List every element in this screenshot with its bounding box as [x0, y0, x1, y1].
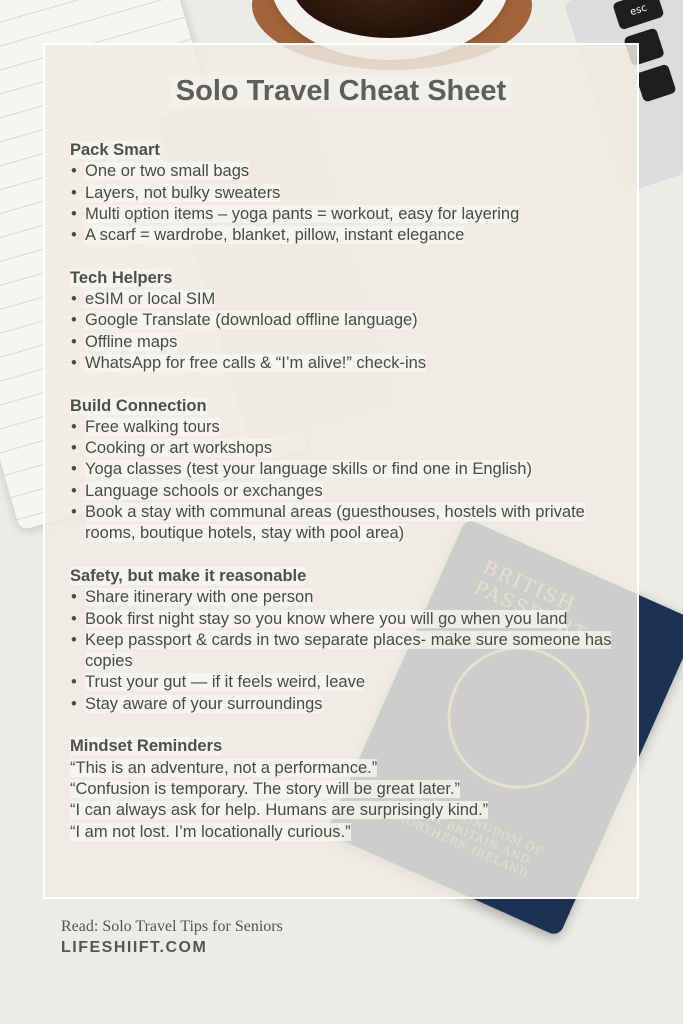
list-item: • Yoga classes (test your language skills or find one in English): [71, 460, 532, 479]
list-item: • Stay aware of your surroundings: [71, 694, 323, 713]
section-mindset: [70, 736, 618, 842]
list-item: • eSIM or local SIM: [71, 290, 216, 309]
list-item: • A scarf = wardrobe, blanket, pillow, instant elegance: [71, 226, 465, 245]
list-item: • Language schools or exchanges: [71, 481, 323, 500]
cheat-sheet-card: [43, 43, 639, 899]
laptop-key-esc: esc: [612, 0, 664, 30]
quote-line: “This is an adventure, not a performance.”: [70, 758, 378, 777]
section-build-connection: [70, 396, 618, 545]
page-title: Solo Travel Cheat Sheet: [45, 75, 637, 108]
section-heading: Build Connection: [70, 396, 207, 415]
list-item: • One or two small bags: [71, 162, 250, 181]
section-heading: Safety, but make it reasonable: [70, 566, 307, 585]
list-item: • Cooking or art workshops: [71, 439, 273, 458]
list-item: • Multi option items – yoga pants = workout, easy for layering: [71, 204, 520, 223]
quote-line: “I can always ask for help. Humans are surprisingly kind.”: [70, 801, 489, 820]
list-item: • Keep passport & cards in two separate places- make sure someone has copies: [71, 630, 612, 671]
list-item: • Book a stay with communal areas (guesthouses, hostels with private rooms, boutique hotels, stay with pool area): [71, 503, 585, 543]
section-tech-helpers: [70, 268, 618, 374]
quote-line: “I am not lost. I’m locationally curious.”: [70, 822, 351, 841]
list-item: • Layers, not bulky sweaters: [71, 183, 281, 202]
list-item: • Trust your gut — if it feels weird, leave: [71, 673, 365, 692]
quote-line: “Confusion is temporary. The story will be great later.”: [70, 779, 461, 798]
section-heading: Mindset Reminders: [70, 737, 223, 756]
section-pack-smart: [70, 140, 618, 246]
read-link[interactable]: Read: Solo Travel Tips for Seniors: [61, 918, 283, 935]
list-item: • WhatsApp for free calls & “I’m alive!” check-ins: [71, 353, 427, 372]
section-heading: Tech Helpers: [70, 268, 173, 287]
cheat-sheet-content: [70, 140, 618, 864]
site-url[interactable]: LIFESHIIFT.COM: [61, 939, 208, 956]
list-item: • Google Translate (download offline language): [71, 311, 418, 330]
list-item: • Free walking tours: [71, 417, 220, 436]
list-item: • Share itinerary with one person: [71, 588, 314, 607]
section-safety: [70, 566, 618, 715]
list-item: • Book first night stay so you know where you will go when you land: [71, 609, 568, 628]
section-heading: Pack Smart: [70, 141, 160, 159]
list-item: • Offline maps: [71, 332, 178, 351]
laptop-key: [635, 64, 677, 103]
